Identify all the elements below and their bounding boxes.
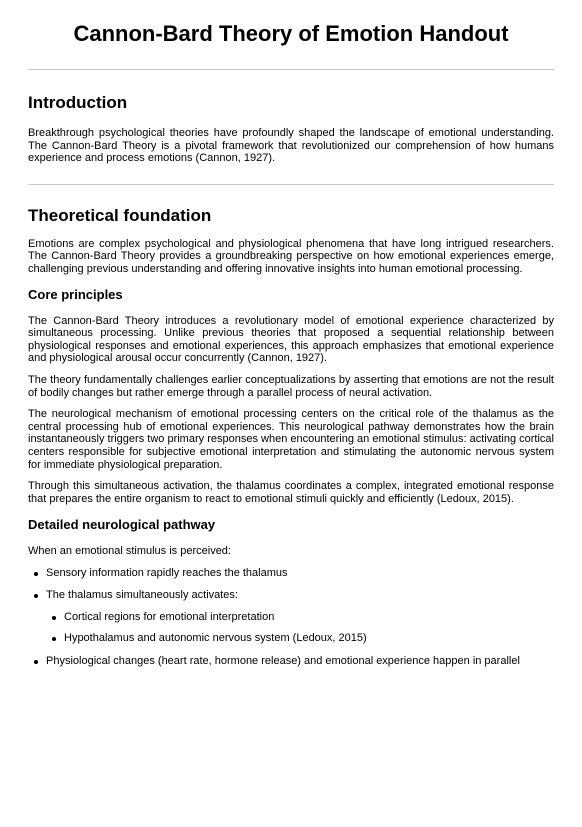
list-item: Physiological changes (heart rate, hormone release) and emotional experience happen in parallel bbox=[28, 655, 554, 668]
neurological-pathway-heading: Detailed neurological pathway bbox=[28, 517, 216, 533]
theoretical-foundation-heading: Theoretical foundation bbox=[28, 205, 212, 225]
introduction-heading: Introduction bbox=[28, 93, 128, 112]
core-principles-paragraph: The Cannon-Bard Theory introduces a revolutionary model of emotional experience characterized by simultaneous processing. Unlike previous theories that proposed a sequential relationship between physiological responses and emotional experiences, this approach emphasizes that emotional experience and physiological arousal occur concurrently (Cannon, 1927). bbox=[28, 314, 554, 365]
document-title: Cannon-Bard Theory of Emotion Handout bbox=[73, 21, 509, 46]
core-principles-paragraph: The theory fundamentally challenges earlier conceptualizations by asserting that emotions are not the result of bodily changes but rather emerge through a parallel process of neural activation. bbox=[28, 373, 554, 399]
divider bbox=[28, 184, 554, 185]
list-item: The thalamus simultaneously activates: bbox=[28, 589, 554, 602]
theoretical-foundation-paragraph: Emotions are complex psychological and physiological phenomena that have long intrigued researchers. The Cannon-Bard Theory provides a groundbreaking perspective on how emotional experiences emerge, challenging previous understanding and offering innovative insights into human emotional processing. bbox=[28, 237, 554, 275]
core-principles-heading: Core principles bbox=[28, 286, 123, 302]
neurological-pathway-intro: When an emotional stimulus is perceived: bbox=[28, 545, 231, 558]
introduction-paragraph: Breakthrough psychological theories have profoundly shaped the landscape of emotional understanding. The Cannon-Bard Theory is a pivotal framework that revolutionized our comprehension of how humans experience and process emotions (Cannon, 1927). bbox=[28, 127, 554, 165]
core-principles-paragraph: The neurological mechanism of emotional processing centers on the critical role of the thalamus as the central processing hub of emotional experiences. This neurological pathway demonstrates how the brain instantaneously triggers two primary responses when encountering an emotional stimulus: activating cortical centers responsible for subjective emotional interpretation and stimulating the autonomic nervous system for immediate physiological preparation. bbox=[28, 408, 554, 471]
divider bbox=[28, 69, 554, 70]
core-principles-paragraph: Through this simultaneous activation, the thalamus coordinates a complex, integrated emotional response that prepares the entire organism to react to emotional stimuli quickly and efficiently (Ledoux, 2015). bbox=[28, 480, 554, 505]
list-item: Cortical regions for emotional interpretation bbox=[28, 611, 554, 624]
list-item: Sensory information rapidly reaches the thalamus bbox=[28, 567, 554, 580]
list-item: Hypothalamus and autonomic nervous system (Ledoux, 2015) bbox=[28, 632, 554, 645]
pathway-list bbox=[28, 567, 554, 668]
